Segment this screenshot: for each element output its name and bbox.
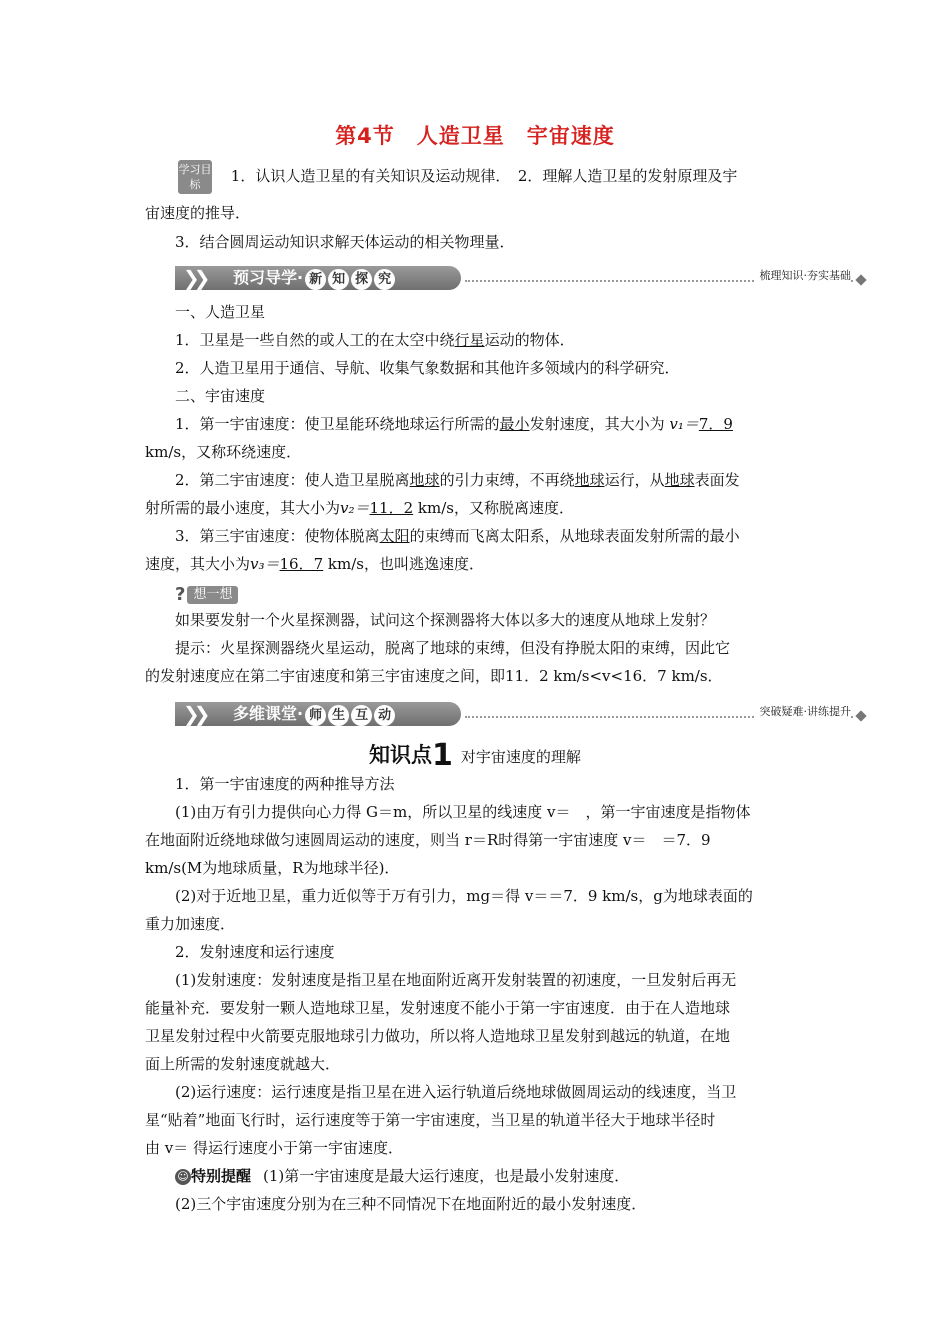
text: 3．第三宇宙速度：使物体脱离 — [175, 527, 380, 545]
underlined-answer: 7．9 — [698, 415, 733, 433]
underlined-answer: 行星 — [454, 331, 485, 349]
smile-icon: ☺ — [175, 1169, 191, 1185]
special-note — [175, 1162, 815, 1190]
underlined-answer: 地球 — [664, 471, 695, 489]
think-badge-row — [175, 580, 840, 609]
diamond-icon — [855, 710, 866, 721]
banner-title — [233, 264, 395, 292]
s1-p2: 2．人造卫星用于通信、导航、收集气象数据和其他许多领域内的科学研究． — [175, 359, 680, 377]
banner-char: 生 — [328, 705, 349, 726]
objectives-badge: 学习目标 — [178, 160, 212, 194]
text: 的束缚而飞离太阳系，从地球表面发射所需的最小 — [409, 527, 740, 545]
banner-char: 新 — [305, 269, 326, 290]
text: km/s，也叫逃逸速度． — [323, 555, 484, 573]
objective-line-2: 宙速度的推导． — [145, 204, 251, 222]
symbol: v₁＝ — [669, 415, 699, 433]
banner-title-text: 预习导学· — [233, 268, 304, 287]
underlined-answer: 地球 — [409, 471, 440, 489]
kp-number: 1 — [432, 738, 453, 773]
underlined-answer: 太阳 — [379, 527, 410, 545]
question-icon: ? — [175, 584, 186, 605]
note-line-2: (2)三个宇宙速度分别为在三种不同情况下在地面附近的最小发射速度． — [175, 1195, 647, 1213]
k1-line-1: (1)由万有引力提供向心力得 G＝m，所以卫星的线速度 v＝ ，第一宇宙速度是指物体 — [175, 803, 751, 821]
note-label: 特别提醒 — [191, 1167, 252, 1185]
k2-line-4: 面上所需的发射速度就越大． — [145, 1055, 341, 1073]
kp-label: 知识点 — [369, 743, 433, 767]
banner-title — [233, 700, 395, 728]
k1-line-3: km/s(M为地球质量，R为地球半径)． — [145, 859, 400, 877]
text: km/s，又称脱离速度． — [413, 499, 574, 517]
banner-subtitle: 梳理知识·夯实基础 — [754, 267, 852, 283]
s2-p2-cont — [145, 494, 810, 522]
note-line-1: (1)第一宇宙速度是最大运行速度，也是最小发射速度． — [263, 1167, 630, 1185]
kp-subtitle: 对宇宙速度的理解 — [460, 748, 581, 766]
k1-line-4: (2)对于近地卫星，重力近似等于万有引力，mg＝得 v＝＝7．9 km/s，g为地球表面的 — [175, 887, 753, 905]
underlined-answer: 11．2 — [369, 499, 414, 517]
s2-p3-cont — [145, 550, 810, 578]
text: 的引力束缚，不再绕 — [439, 471, 575, 489]
double-chevron-icon: ❯❯ — [183, 702, 205, 726]
double-chevron-icon: ❯❯ — [183, 266, 205, 290]
banner-char: 知 — [328, 269, 349, 290]
knowledge-point-heading — [0, 738, 950, 773]
text: 表面发 — [694, 471, 740, 489]
text: 1．第一宇宙速度：使卫星能环绕地球运行所需的 — [175, 415, 500, 433]
s2-p2 — [145, 466, 810, 494]
s1-p1 — [145, 326, 810, 354]
banner-subtitle: 突破疑难·讲练提升 — [754, 703, 852, 719]
text: 速度，其大小为 — [145, 555, 251, 573]
k1-heading: 1．第一宇宙速度的两种推导方法 — [175, 775, 395, 793]
banner-char: 探 — [351, 269, 372, 290]
symbol: v₃＝ — [250, 555, 280, 573]
k2-heading: 2．发射速度和运行速度 — [175, 943, 335, 961]
think-answer-1: 提示：火星探测器绕火星运动，脱离了地球的束缚，但没有挣脱太阳的束缚，因此它 — [175, 639, 731, 657]
think-question: 如果要发射一个火星探测器，试问这个探测器将大体以多大的速度从地球上发射？ — [175, 611, 716, 629]
k2-line-5: (2)运行速度：运行速度是指卫星在进入运行轨道后绕地球做圆周运动的线速度，当卫 — [175, 1083, 737, 1101]
objectives — [178, 160, 810, 194]
k2-line-1: (1)发射速度：发射速度是指卫星在地面附近离开发射装置的初速度，一旦发射后再无 — [175, 971, 737, 989]
k2-line-3: 卫星发射过程中火箭要克服地球引力做功，所以将人造地球卫星发射到越远的轨道，在地 — [145, 1027, 731, 1045]
text: 射所需的最小速度，其大小为 — [145, 499, 341, 517]
banner-char: 互 — [351, 705, 372, 726]
banner-char: 究 — [374, 269, 395, 290]
text: 1．卫星是一些自然的或人工的在太空中绕 — [175, 331, 455, 349]
k2-line-6: 星“贴着”地面飞行时，运行速度等于第一宇宙速度，当卫星的轨道半径大于地球半径时 — [145, 1111, 716, 1129]
underlined-answer: 最小 — [499, 415, 530, 433]
text: 2．第二宇宙速度：使人造卫星脱离 — [175, 471, 410, 489]
s2-p3 — [145, 522, 810, 550]
section-banner-classroom — [175, 700, 865, 730]
k2-line-7: 由 v＝ 得运行速度小于第一宇宙速度． — [145, 1139, 404, 1157]
page-title: 第4节 人造卫星 宇宙速度 — [335, 124, 615, 148]
k1-line-5: 重力加速度． — [145, 915, 236, 933]
diamond-icon — [855, 274, 866, 285]
objective-line-3: 3．结合圆周运动知识求解天体运动的相关物理量． — [175, 233, 515, 251]
underlined-answer: 地球 — [574, 471, 605, 489]
banner-title-text: 多维课堂· — [233, 704, 304, 723]
symbol: v₂＝ — [340, 499, 370, 517]
underlined-answer: 16．7 — [279, 555, 324, 573]
k1-line-2: 在地面附近绕地球做匀速圆周运动的速度，则当 r＝R时得第一宇宙速度 v＝ ＝7．9 — [145, 831, 711, 849]
text: 运行，从 — [604, 471, 665, 489]
section-banner-preview — [175, 264, 865, 294]
banner-char: 动 — [374, 705, 395, 726]
think-answer-2: 的发射速度应在第二宇宙速度和第三宇宙速度之间，即11．2 km/s<v<16．7 km/s． — [145, 667, 723, 685]
s2-p1-cont: km/s，又称环绕速度． — [145, 443, 302, 461]
text: 发射速度，其大小为 — [529, 415, 665, 433]
s2-p1 — [145, 410, 810, 438]
s2-heading: 二、宇宙速度 — [175, 387, 266, 405]
k2-line-2: 能量补充．要发射一颗人造地球卫星，发射速度不能小于第一宇宙速度．由于在人造地球 — [145, 999, 731, 1017]
objective-line-1: 1．认识人造卫星的有关知识及运动规律． 2．理解人造卫星的发射原理及宇 — [230, 167, 738, 185]
text: 运动的物体． — [484, 331, 575, 349]
s1-heading: 一、人造卫星 — [175, 303, 266, 321]
banner-char: 师 — [305, 705, 326, 726]
think-badge: 想一想 — [187, 586, 238, 604]
